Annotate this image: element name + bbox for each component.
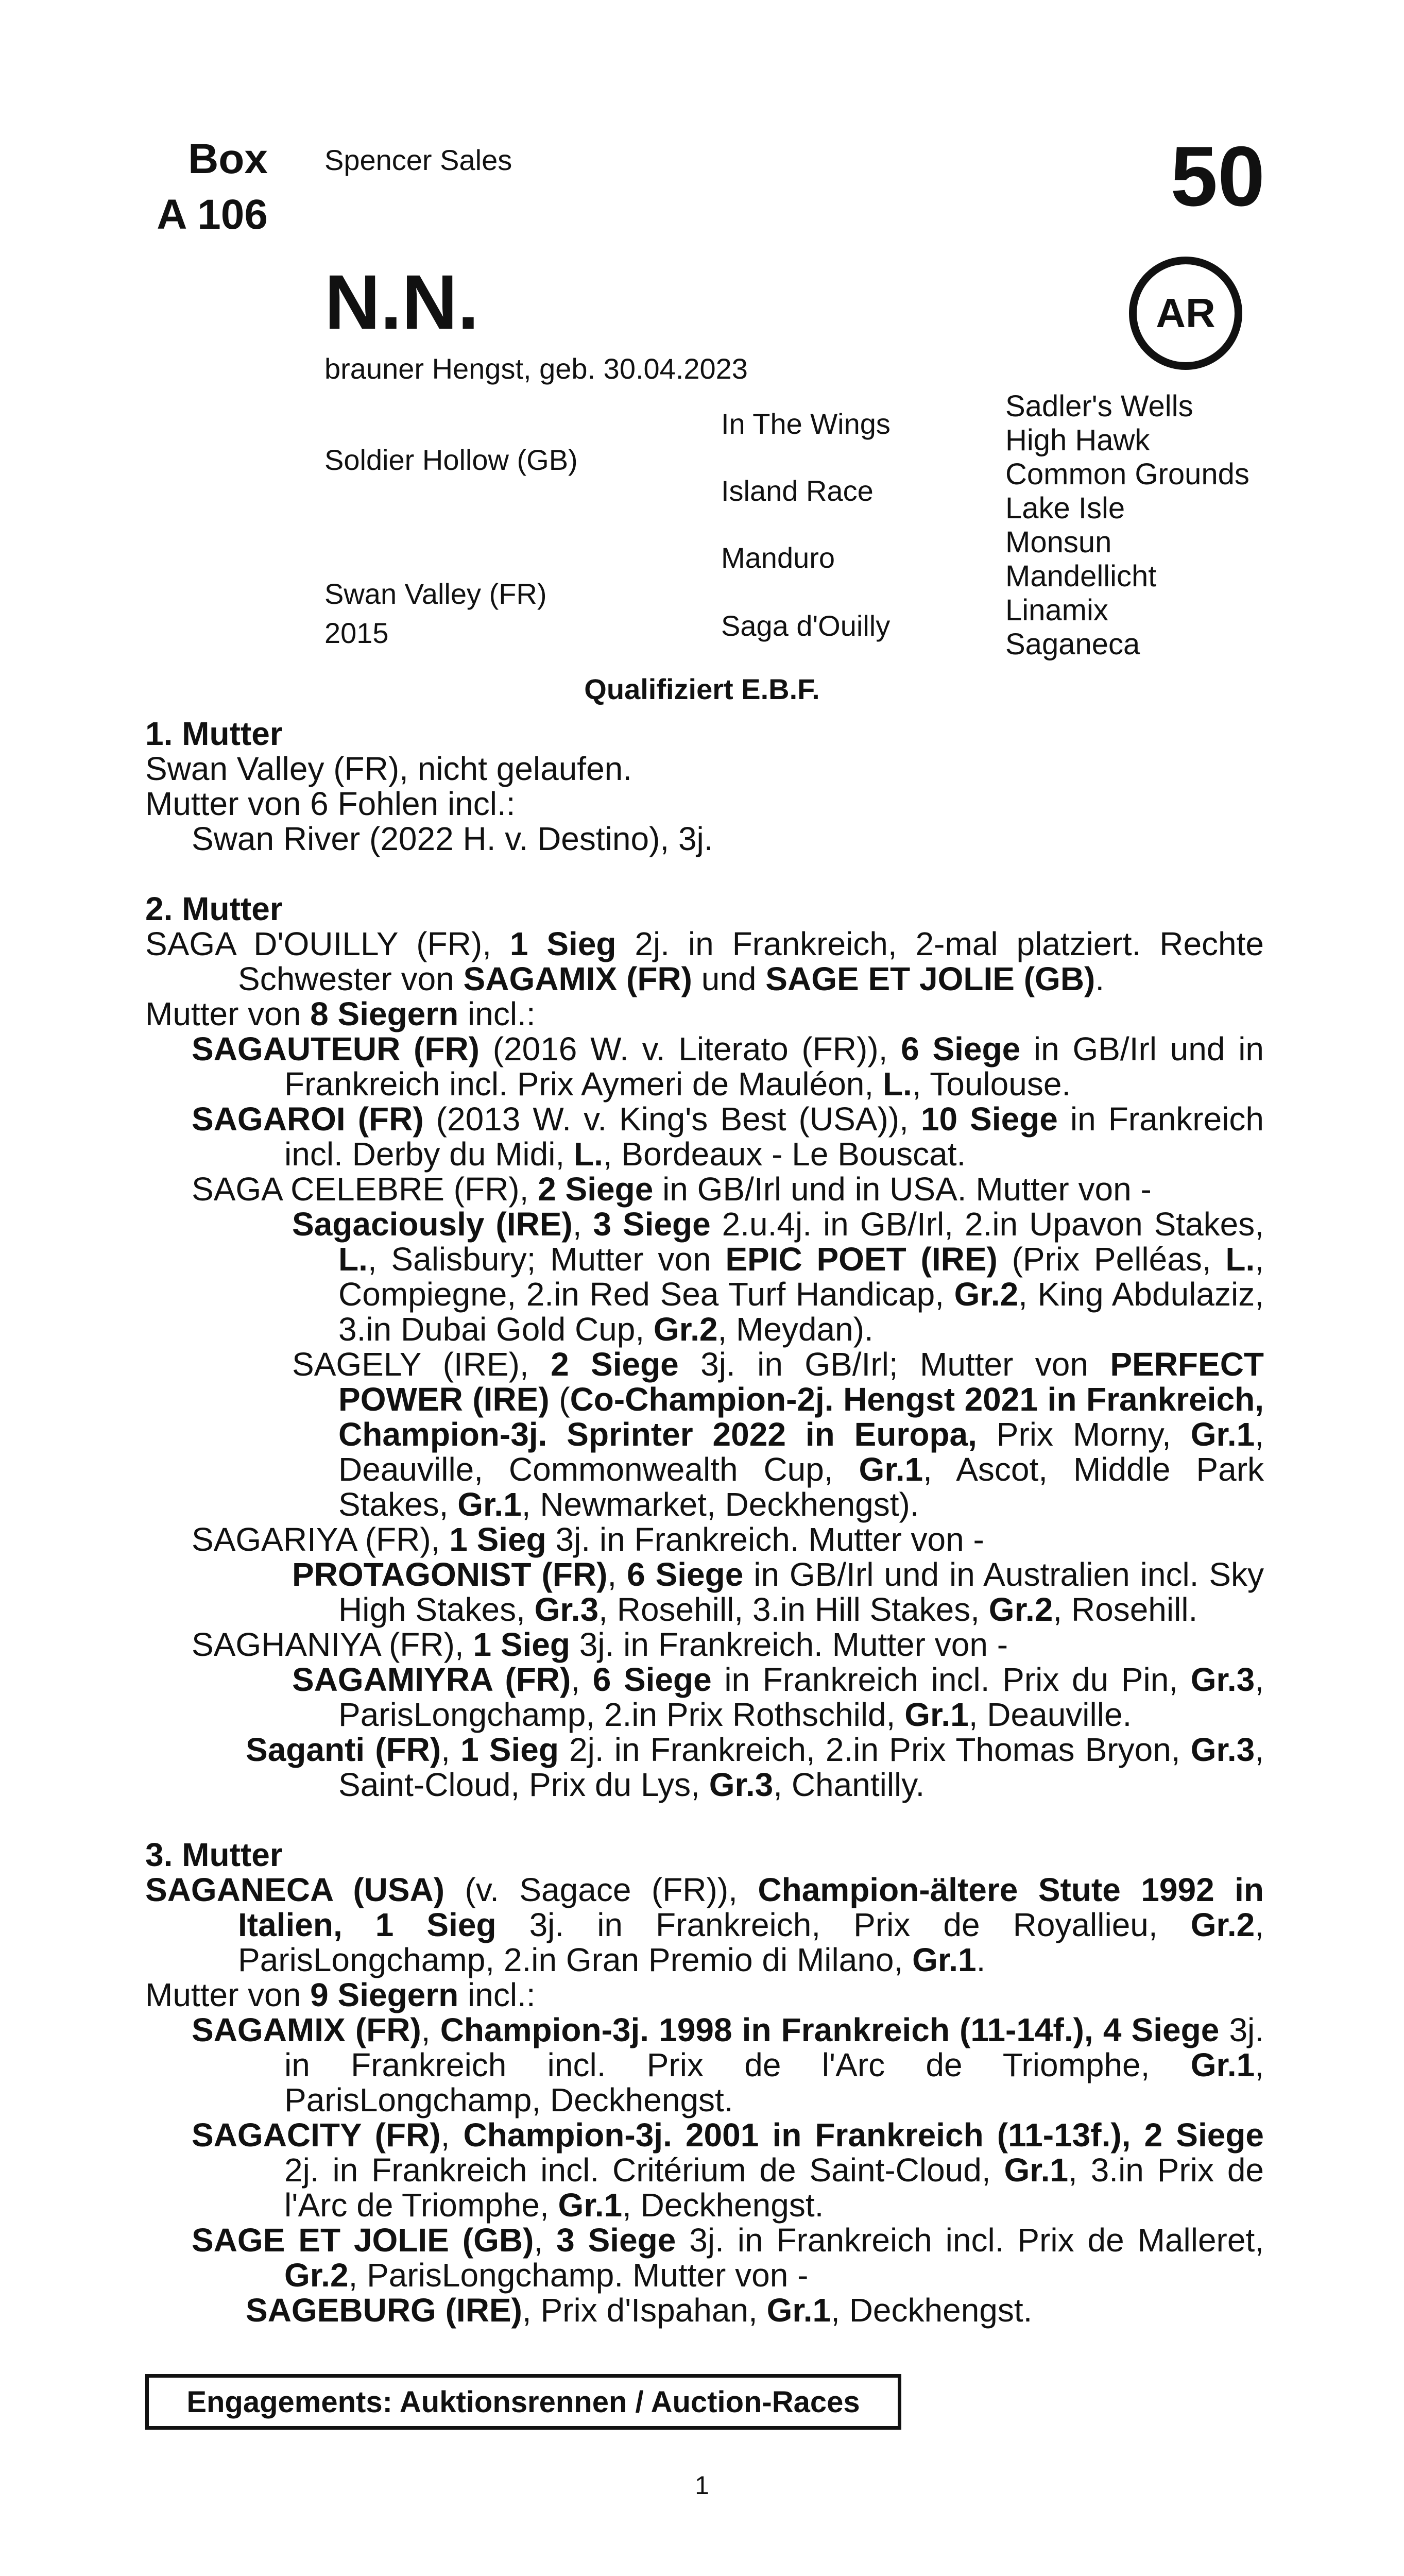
offspring-entry: Saganti (FR), 1 Sieg 2j. in Frankreich, 2.in Prix Thomas Bryon, Gr.3, Saint-Cloud, Prix du Lys, Gr.3, Chantilly. <box>246 1731 1264 1803</box>
offspring-entry: SAGELY (IRE), 2 Siege 3j. in GB/Irl; Mutter von PERFECT POWER (IRE) (Co-Champion-2j. Hengst 2021 in Frankreich, Champion-3j. Sprinter 2022 in Europa, Prix Morny, Gr.1, Deauville, Commonwealth Cup, Gr.1, Ascot, Middle Park Stakes, Gr.1, Newmarket, Deckhengst). <box>292 1346 1264 1523</box>
pedigree-gen3-item: Mandellicht <box>1005 560 1157 593</box>
dam1-line: Swan Valley (FR), nicht gelaufen. <box>145 750 632 787</box>
dam1-line: Mutter von 6 Fohlen incl.: <box>145 785 516 822</box>
pedigree-gen2-item: Saga d'Ouilly <box>721 609 891 642</box>
pedigree-gen2-item: Manduro <box>721 541 835 574</box>
offspring-entry: SAGAMIX (FR), Champion-3j. 1998 in Frankreich (11-14f.), 4 Siege 3j. in Frankreich incl. Prix de l'Arc de Triomphe, Gr.1, ParisLongchamp, Deckhengst. <box>192 2011 1264 2119</box>
offspring-entry: SAGHANIYA (FR), 1 Sieg 3j. in Frankreich. Mutter von - <box>192 1626 1008 1663</box>
family-text <box>145 716 1264 2328</box>
lot-number: 50 <box>1170 129 1265 224</box>
offspring-entry: PROTAGONIST (FR), 6 Siege in GB/Irl und in Australien incl. Sky High Stakes, Gr.3, Rosehill, 3.in Hill Stakes, Gr.2, Rosehill. <box>292 1556 1264 1628</box>
offspring-entry: Sagaciously (IRE), 3 Siege 2.u.4j. in GB/Irl, 2.in Upavon Stakes, L., Salisbury; Mutter von EPIC POET (IRE) (Prix Pelléas, L., Compiegne, 2.in Red Sea Turf Handicap, Gr.2, King Abdulaziz, 3.in Dubai Gold Cup, Gr.2, Meydan). <box>292 1206 1264 1348</box>
pedigree-gen3-item: High Hawk <box>1005 423 1150 457</box>
offspring-entry: SAGAMIYRA (FR), 6 Siege in Frankreich incl. Prix du Pin, Gr.3, ParisLongchamp, 2.in Prix Rothschild, Gr.1, Deauville. <box>292 1661 1264 1733</box>
page-number: 1 <box>695 2471 709 2500</box>
offspring-entry: SAGEBURG (IRE), Prix d'Ispahan, Gr.1, Deckhengst. <box>246 2292 1033 2329</box>
pedigree-gen3-item: Linamix <box>1005 594 1108 627</box>
section-heading: 3. Mutter <box>145 1836 283 1873</box>
offspring-entry: SAGARIYA (FR), 1 Sieg 3j. in Frankreich. Mutter von - <box>192 1521 984 1558</box>
horse-description: brauner Hengst, geb. 30.04.2023 <box>324 352 748 385</box>
horse-name: N.N. <box>324 259 479 345</box>
offspring-entry: SAGA CELEBRE (FR), 2 Siege in GB/Irl und in USA. Mutter von - <box>192 1171 1152 1208</box>
ar-badge: AR <box>1129 257 1242 370</box>
box-label: Box <box>188 135 268 182</box>
pedigree-gen3-item: Sadler's Wells <box>1005 389 1193 423</box>
dam-entry: SAGANECA (USA) (v. Sagace (FR)), Champion-ältere Stute 1992 in Italien, 1 Sieg 3j. in Frankreich, Prix de Royallieu, Gr.2, ParisLongchamp, 2.in Gran Premio di Milano, Gr.1. <box>145 1871 1264 1978</box>
qualification: Qualifiziert E.B.F. <box>584 673 820 705</box>
offspring-entry: SAGAUTEUR (FR) (2016 W. v. Literato (FR)), 6 Siege in GB/Irl und in Frankreich incl. Prix Aymeri de Mauléon, L., Toulouse. <box>192 1030 1264 1103</box>
pedigree-sire: Soldier Hollow (GB) <box>324 444 578 476</box>
dam-entry: Mutter von 9 Siegern incl.: <box>145 1976 536 2013</box>
dam-entry: Mutter von 8 Siegern incl.: <box>145 995 536 1032</box>
offspring-entry: SAGACITY (FR), Champion-3j. 2001 in Frankreich (11-13f.), 2 Siege 2j. in Frankreich incl. Critérium de Saint-Cloud, Gr.1, 3.in Prix de l'Arc de Triomphe, Gr.1, Deckhengst. <box>192 2116 1264 2224</box>
box-number: A 106 <box>157 191 268 238</box>
pedigree-dam: Swan Valley (FR) <box>324 578 547 610</box>
pedigree-gen3-item: Common Grounds <box>1005 457 1249 491</box>
pedigree-gen2-item: In The Wings <box>721 408 891 440</box>
pedigree-gen3-item: Lake Isle <box>1005 492 1125 525</box>
pedigree-gen3-item: Saganeca <box>1005 628 1140 661</box>
dam-entry: SAGA D'OUILLY (FR), 1 Sieg 2j. in Frankreich, 2-mal platziert. Rechte Schwester von SAGAMIX (FR) und SAGE ET JOLIE (GB). <box>145 925 1264 997</box>
pedigree-gen2-item: Island Race <box>721 474 874 507</box>
seller-name: Spencer Sales <box>324 144 512 176</box>
pedigree-gen3-item: Monsun <box>1005 526 1112 559</box>
section-heading: 2. Mutter <box>145 890 283 927</box>
offspring-entry: SAGE ET JOLIE (GB), 3 Siege 3j. in Frankreich incl. Prix de Malleret, Gr.2, ParisLongchamp. Mutter von - <box>192 2222 1264 2294</box>
engagements-text: Engagements: Auktionsrennen / Auction-Races <box>186 2385 860 2419</box>
section-heading: 1. Mutter <box>145 715 283 752</box>
offspring-entry: SAGAROI (FR) (2013 W. v. King's Best (USA)), 10 Siege in Frankreich incl. Derby du Midi, L., Bordeaux - Le Bouscat. <box>192 1100 1264 1173</box>
pedigree-dam-year: 2015 <box>324 617 389 649</box>
engagements-box <box>145 2374 901 2430</box>
foal-entry: Swan River (2022 H. v. Destino), 3j. <box>192 820 713 857</box>
